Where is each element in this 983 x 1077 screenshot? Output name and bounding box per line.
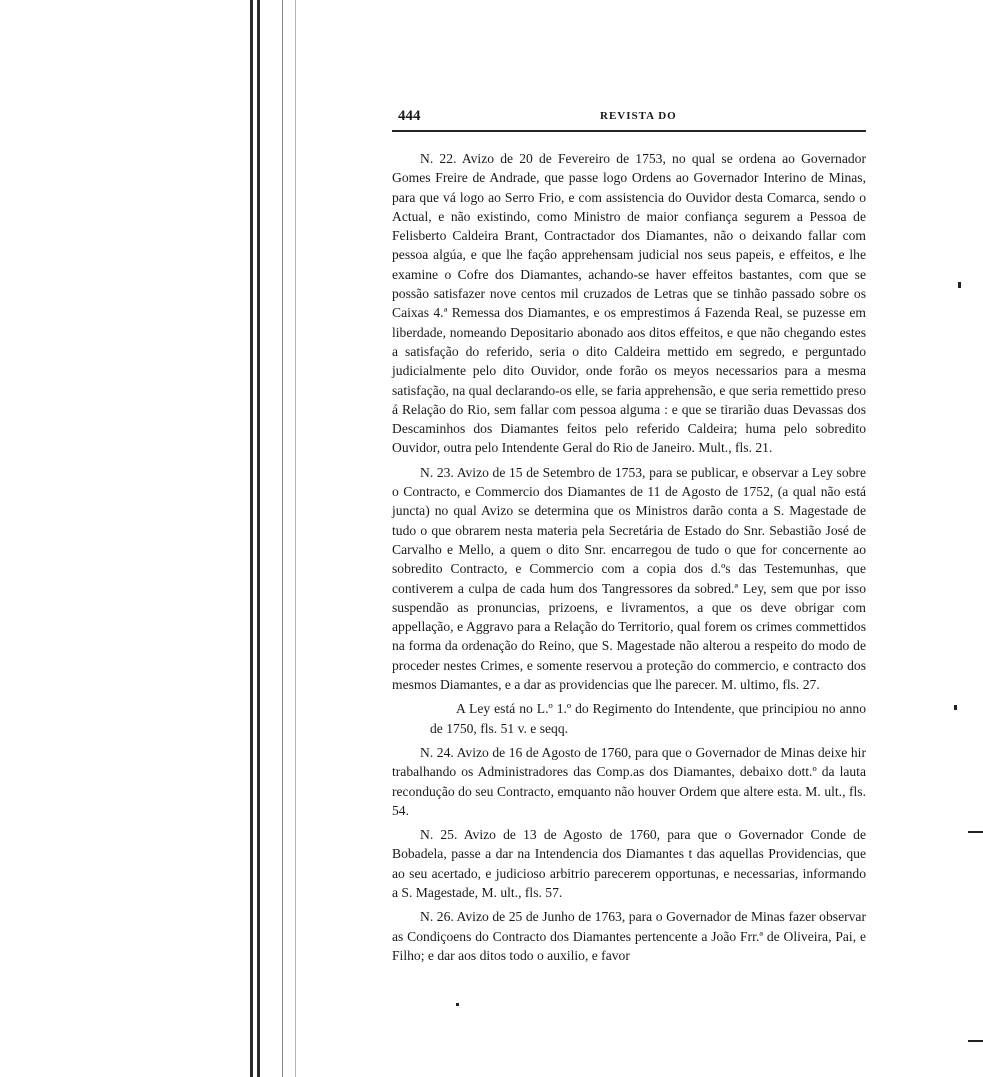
page-header [392,108,866,132]
entry-note: A Ley está no L.º 1.º do Regimento do Intendente, que principiou no anno de 1750, fls. 51 v. e seqq. [430,701,866,736]
margin-mark [968,831,983,833]
gutter-line-2 [295,0,296,1077]
binding-edge-right [257,0,260,1077]
binding-edge-left [250,0,253,1077]
entry-n26: N. 26. Avizo de 25 de Junho de 1763, para o Governador de Minas fazer observar as Condiçoens do Contracto dos Diamantes pertencente a João Frr.ª de Oliveira, Pai, e Filho; e dar aos ditos todo o auxilio, e favor [392,909,866,963]
entry-n25: N. 25. Avizo de 13 de Agosto de 1760, para que o Governador Conde de Bobadela, passe a dar na Intendencia dos Diamantes t das aquellas Providencias, que ao seu acertado, e judicioso arbitrio parecerem opportunas, e necessarias, informando a S. Magestade, M. ult., fls. 57. [392,827,866,900]
page-number: 444 [398,108,421,124]
document-page [392,108,866,970]
entry-n22: N. 22. Avizo de 20 de Fevereiro de 1753, no qual se ordena ao Governador Gomes Freire de Andrade, que passe logo Ordens ao Governador Interino de Minas, para que vá logo ao Serro Frio, e com assistencia do Ouvidor desta Comarca, sendo o Actual, e não existindo, como Ministro de maior confiança segurem a Pessoa de Felisberto Caldeira Brant, Contractador dos Diamantes, não o deixando fallar com pessoa algúa, e que lhe façâo apprehensam judicial nos seus papeis, e effeitos, e lhe examine o Cofre dos Diamantes, achando-se haver effeitos bastantes, com que se possão satisfazer nove centos mil cruzados de Letras que se tinhão passado sobre os Caixas 4.ª Remessa dos Diamantes, e os emprestimos á Fazenda Real, se puzesse em liberdade, nomeando Depositario abonado aos ditos effeitos, e que não chegando estes a satisfação do referido, seria o dito Caldeira mettido em segredo, e perguntado judicialmente pelo dito Ouvidor, onde forão os meyos necessarios para a mesma satisfação, na qual declarando-os elle, se faria apprehensão, e que seria remettido preso á Relação do Rio, sem fallar com pessoa alguma : e que se tirarião duas Devassas dos Descaminhos dos Diamantes feitos pelo referido Caldeira; huma pelo sobredito Ouvidor, outra pelo Intendente Geral do Rio de Janeiro. Mult., fls. 21. [392,151,866,456]
entry-n24: N. 24. Avizo de 16 de Agosto de 1760, para que o Governador de Minas deixe hir trabalhando os Administradores das Comp.as dos Diamantes, debaixo dott.º da lauta recondução do seu Contracto, emquanto não houver Ordem que altere esta. M. ult., fls. 54. [392,744,866,818]
margin-mark [958,282,961,288]
gutter-line [282,0,283,1077]
margin-mark [954,705,957,710]
entry-n23: N. 23. Avizo de 15 de Setembro de 1753, para se publicar, e observar a Ley sobre o Contracto, e Commercio dos Diamantes de 11 de Agosto de 1752, (a qual não está juncta) no qual Avizo se determina que os Ministros darão conta a S. Magestade de tudo o que obrarem nesta materia pela Secretária de Estado do Snr. Sebastião José de Carvalho e Mello, a quem o dito Snr. encarregou de tudo o que for concernente ao sobredito Contracto, e Commercio com a copia dos d.ºs das Testemunhas, que contiverem a culpa de cada hum dos Tangressores da sobred.ª Ley, sem que por isso suspendão as pronuncias, prizoens, e livramentos, a que os deve obrigar com appellação, e Aggravo para a Relação do Territorio, qual forem os crimes commettidos na forma da ordenação do Reino, que S. Magestade não alterou a respeito do modo de proceder nestes Crimes, e somente reservou a proteção do commercio, e contracto dos mesmos Diamantes, e a dar as providencias que lhe parecer. M. ultimo, fls. 27. [392,464,866,693]
page-body [392,149,866,965]
margin-mark [968,1040,983,1042]
running-title: REVISTA DO [600,110,677,122]
margin-mark [456,1003,459,1006]
